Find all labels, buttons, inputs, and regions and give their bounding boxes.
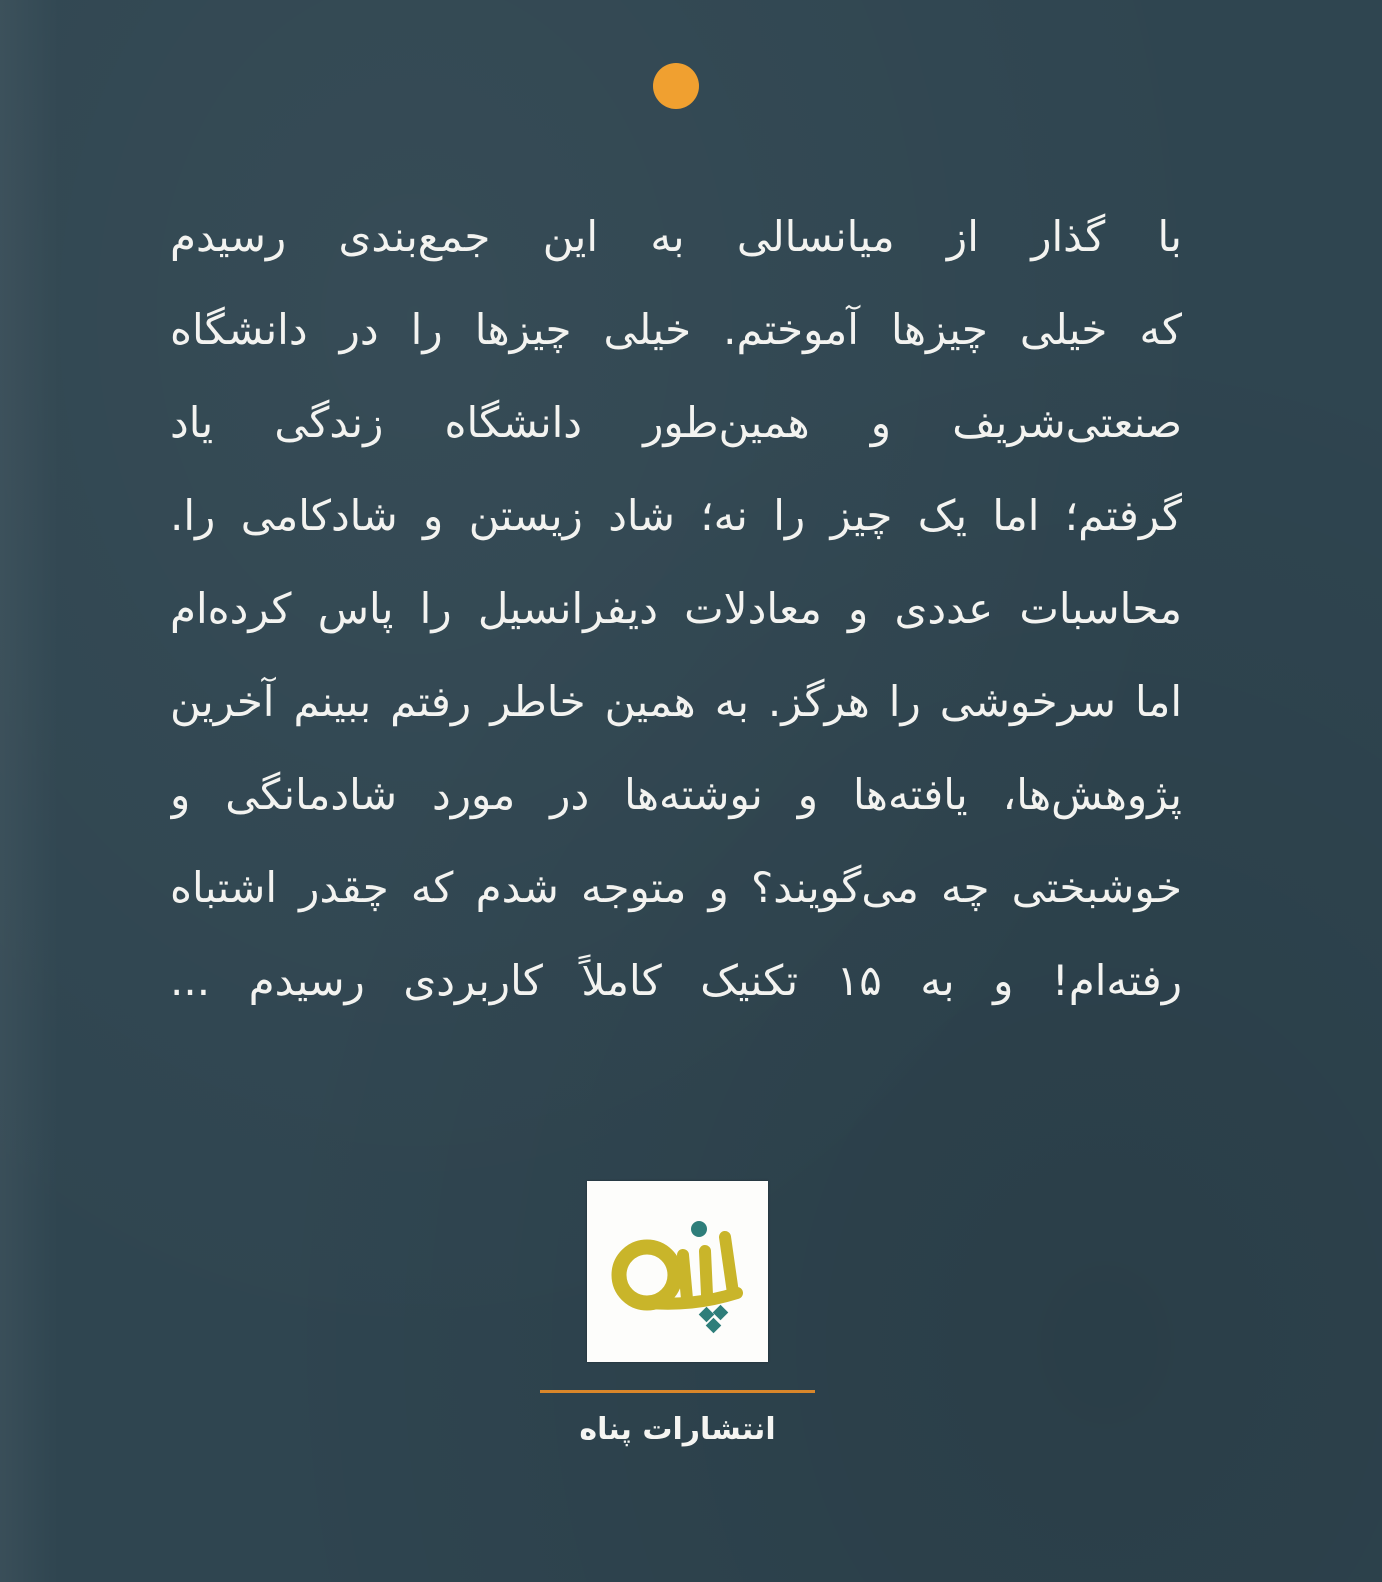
blurb-line: رفته‌ام! و به ۱۵ تکنیک کاملاً کاربردی رسیدم ... (170, 956, 1182, 1005)
blurb-line: محاسبات عددی و معادلات دیفرانسیل را پاس کرده‌ام (170, 584, 1182, 633)
blurb-line: صنعتی‌شریف و همین‌طور دانشگاه زندگی یاد (170, 398, 1182, 447)
publisher-divider (540, 1390, 815, 1393)
orange-dot-ornament (653, 63, 699, 109)
panah-logo-icon (587, 1181, 768, 1362)
publisher-logo (587, 1181, 768, 1362)
blurb-line: پژوهش‌ها، یافته‌ها و نوشته‌ها در مورد شادمانگی و (170, 770, 1182, 819)
spine-edge (0, 0, 70, 1582)
blurb-line: گرفتم؛ اما یک چیز را نه؛ شاد زیستن و شادکامی را. (170, 491, 1182, 540)
blurb-line: که خیلی چیزها آموختم. خیلی چیزها را در دانشگاه (170, 305, 1182, 354)
cover-blurb (170, 190, 1182, 1027)
blurb-line: خوشبختی چه می‌گویند؟ و متوجه شدم که چقدر اشتباه (170, 863, 1182, 912)
publisher-name: انتشارات پناه (579, 1412, 776, 1447)
blurb-line: اما سرخوشی را هرگز. به همین خاطر رفتم ببینم آخرین (170, 677, 1182, 726)
blurb-line: با گذار از میانسالی به این جمع‌بندی رسیدم (170, 212, 1182, 261)
